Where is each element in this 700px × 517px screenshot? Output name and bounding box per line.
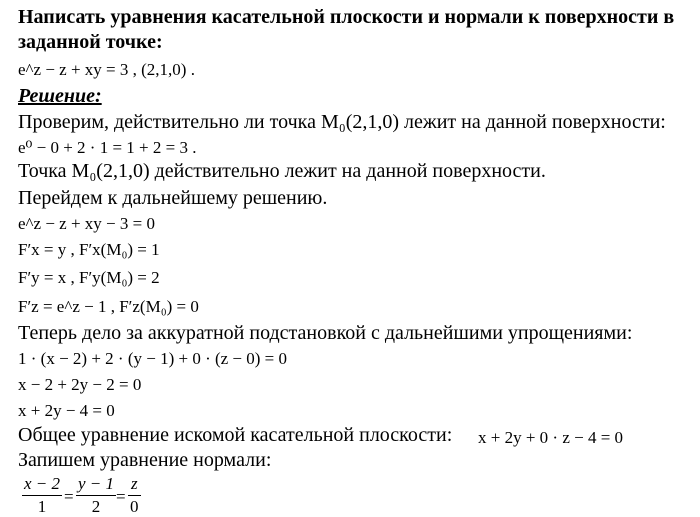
f-equation: e^z − z + xy − 3 = 0 — [18, 214, 155, 233]
fraction-numerator: y − 1 — [78, 474, 115, 493]
fraction-bar — [76, 495, 116, 496]
fraction-denominator: 2 — [91, 497, 101, 516]
check-calc: e⁰ − 0 + 2 · 1 = 1 + 2 = 3 . — [18, 138, 197, 157]
normal-fraction-x — [22, 474, 62, 517]
normal-fraction-y — [76, 474, 116, 517]
fraction-numerator: x − 2 — [24, 474, 61, 493]
fraction-numerator: z — [130, 474, 138, 493]
solution-heading: Решение: — [18, 85, 102, 107]
title-line-2: заданной точке: — [18, 31, 163, 53]
problem-equation: e^z − z + xy = 3 , (2,1,0) . — [18, 60, 195, 79]
step-1: 1 · (x − 2) + 2 · (y − 1) + 0 · (z − 0) = 0 — [18, 349, 288, 368]
plane-text: Общее уравнение искомой касательной плоскости: — [18, 424, 453, 446]
fraction-denominator: 0 — [130, 497, 139, 516]
normal-text: Запишем уравнение нормали: — [18, 449, 272, 471]
fy-derivative: F′y = x , F′y(M₀) = 2 — [18, 268, 160, 287]
plane-equation: x + 2y + 0 · z − 4 = 0 — [478, 428, 624, 447]
step-2: x − 2 + 2y − 2 = 0 — [18, 375, 142, 394]
step-3: x + 2y − 4 = 0 — [18, 401, 115, 420]
proceed-text: Перейдем к дальнейшему решению. — [18, 187, 328, 209]
title-line-1: Написать уравнения касательной плоскости и нормали к поверхности в — [18, 6, 675, 28]
equals-sign: = — [64, 487, 74, 506]
fraction-bar — [22, 495, 62, 496]
fraction-bar — [128, 495, 141, 496]
normal-fraction-z — [128, 474, 141, 517]
equals-sign: = — [116, 487, 126, 506]
substitution-text: Теперь дело за аккуратной подстановкой с дальнейшими упрощениями: — [18, 322, 633, 344]
fx-derivative: F′x = y , F′x(M₀) = 1 — [18, 240, 160, 259]
check-text: Проверим, действительно ли точка M₀(2,1,0) лежит на данной поверхности: — [18, 111, 666, 133]
check-result: Точка M₀(2,1,0) действительно лежит на данной поверхности. — [18, 160, 546, 182]
fz-derivative: F′z = e^z − 1 , F′z(M₀) = 0 — [18, 297, 199, 316]
fraction-denominator: 1 — [37, 497, 47, 516]
